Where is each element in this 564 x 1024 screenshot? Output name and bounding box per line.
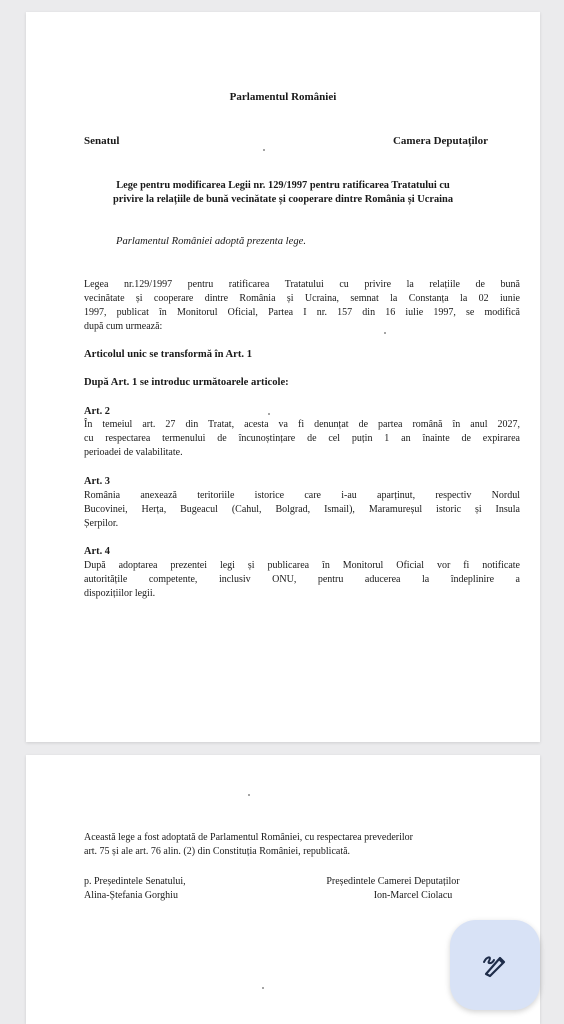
paragraph-line: După adoptarea prezentei legi și publicarea în Monitorul Oficial vor fi notificate bbox=[84, 560, 520, 571]
chamber-president-signature bbox=[308, 875, 478, 903]
edit-pen-icon bbox=[480, 950, 510, 980]
art4-title: Art. 4 bbox=[84, 546, 110, 557]
paragraph-line: Bucovinei, Herța, Bugeacul (Cahul, Bolgrad, Ismail), Maramureșul istoric și Insula bbox=[84, 504, 520, 515]
law-title bbox=[76, 179, 490, 207]
art2-title: Art. 2 bbox=[84, 406, 110, 417]
paragraph-line: 1997, publicat în Monitorul Oficial, Partea I nr. 157 din 16 iulie 1997, se modifică bbox=[84, 307, 520, 318]
paragraph-line: În temeiul art. 27 din Tratat, acesta va fi denunțat de partea română în anul 2027, bbox=[84, 419, 520, 430]
paragraph-line: perioadei de valabilitate. bbox=[84, 447, 183, 458]
senate-president-signature bbox=[84, 875, 186, 903]
scan-speck bbox=[262, 987, 264, 989]
law-title-line: privire la relațiile de bună vecinătate și cooperare dintre România și Ucraina bbox=[112, 194, 454, 205]
adoption-statement: Parlamentul României adoptă prezenta lege. bbox=[116, 236, 306, 247]
paragraph-line: cu respectarea termenului de încunoștințare de cel puțin 1 an înainte de expirarea bbox=[84, 433, 520, 444]
art3-body bbox=[84, 489, 520, 531]
scan-speck bbox=[248, 794, 250, 796]
signature-title: p. Președintele Senatului, bbox=[84, 876, 186, 887]
signature-name: Alina-Ștefania Gorghiu bbox=[84, 890, 178, 901]
chamber-label: Camera Deputaților bbox=[392, 135, 488, 147]
law-title-line: Lege pentru modificarea Legii nr. 129/1997 pentru ratificarea Tratatului cu bbox=[116, 180, 450, 191]
scan-speck bbox=[263, 149, 265, 151]
paragraph-line: Șerpilor. bbox=[84, 518, 119, 529]
closing-paragraph bbox=[84, 831, 524, 859]
paragraph-line: art. 75 și ale art. 76 alin. (2) din Constituția României, republicată. bbox=[84, 846, 351, 857]
paragraph-line: vecinătate și cooperare dintre România și Ucraina, semnat la Constanța la 02 iunie bbox=[84, 293, 520, 304]
senate-label: Senatul bbox=[84, 135, 120, 147]
paragraph-line: autoritățile competente, inclusiv ONU, pentru aducerea la îndeplinire a bbox=[84, 574, 520, 585]
parliament-header: Parlamentul României bbox=[229, 91, 337, 103]
heading-article-unic: Articolul unic se transformă în Art. 1 bbox=[84, 349, 253, 360]
paragraph-line: după cum urmează: bbox=[84, 321, 163, 332]
intro-paragraph bbox=[84, 278, 520, 334]
scan-speck bbox=[268, 413, 270, 415]
signature-name: Ion-Marcel Ciolacu bbox=[373, 890, 453, 901]
document-page-1 bbox=[26, 12, 540, 742]
edit-button[interactable] bbox=[450, 920, 540, 1010]
art2-body bbox=[84, 418, 520, 460]
signature-title: Președintele Camerei Deputaților bbox=[326, 876, 460, 887]
art3-title: Art. 3 bbox=[84, 476, 110, 487]
heading-new-articles: După Art. 1 se introduc următoarele articole: bbox=[84, 377, 289, 388]
paragraph-line: dispozițiilor legii. bbox=[84, 588, 156, 599]
paragraph-line: Legea nr.129/1997 pentru ratificarea Tratatului cu privire la relațiile de bună bbox=[84, 279, 520, 290]
scan-speck bbox=[384, 332, 386, 334]
paragraph-line: România anexează teritoriile istorice care i-au aparținut, respectiv Nordul bbox=[84, 490, 520, 501]
art4-body bbox=[84, 559, 520, 601]
paragraph-line: Această lege a fost adoptată de Parlamentul României, cu respectarea prevederilor bbox=[84, 832, 414, 843]
